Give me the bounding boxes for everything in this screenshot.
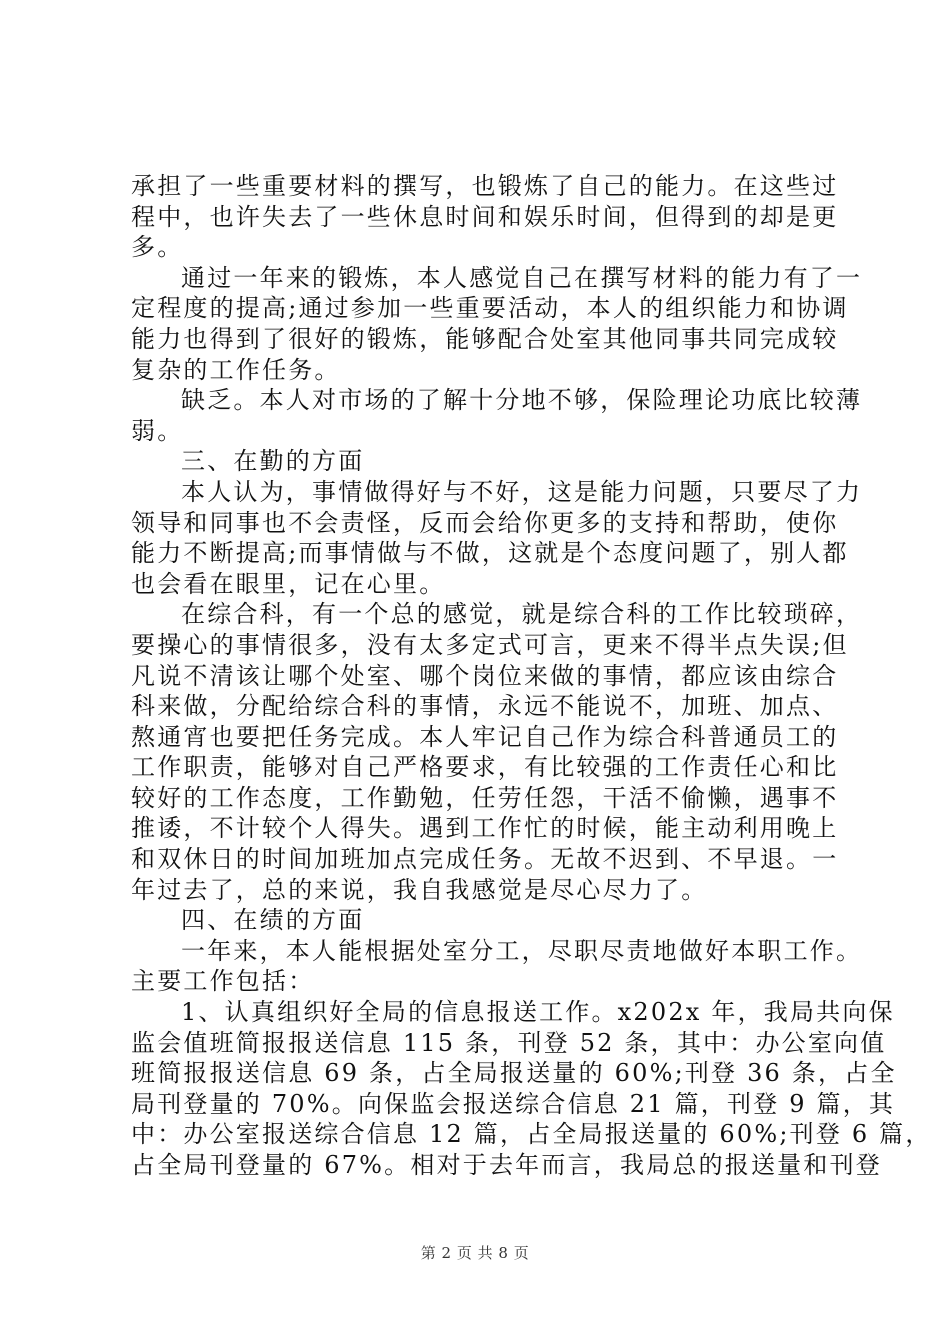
text-line: 缺乏。本人对市场的了解十分地不够，保险理论功底比较薄 bbox=[181, 386, 863, 415]
section-heading: 四、在绩的方面 bbox=[181, 906, 365, 935]
text-line: 熬通宵也要把任务完成。本人牢记自己作为综合科普通员工的 bbox=[131, 722, 839, 751]
text-line: 班简报报送信息 69 条，占全局报送量的 60%;刊登 36 条，占全 bbox=[131, 1059, 897, 1088]
text-line: 局刊登量的 70%。向保监会报送综合信息 21 篇，刊登 9 篇，其 bbox=[131, 1089, 896, 1118]
text-line: 凡说不清该让哪个处室、哪个岗位来做的事情，都应该由综合 bbox=[131, 661, 839, 690]
text-line: 复杂的工作任务。 bbox=[131, 355, 341, 384]
text-line: 领导和同事也不会责怪，反而会给你更多的支持和帮助，使你 bbox=[131, 508, 839, 537]
text-line: 较好的工作态度，工作勤勉，任劳任怨，干活不偷懒，遇事不 bbox=[131, 783, 839, 812]
text-line: 多。 bbox=[131, 233, 184, 262]
text-line: 科来做，分配给综合科的事情，永远不能说不，加班、加点、 bbox=[131, 692, 839, 721]
text-line: 本人认为，事情做得好与不好，这是能力问题，只要尽了力 bbox=[181, 477, 863, 506]
text-line: 监会值班简报报送信息 115 条，刊登 52 条，其中：办公室向值 bbox=[131, 1028, 887, 1057]
text-line: 占全局刊登量的 67%。相对于去年而言，我局总的报送量和刊登 bbox=[131, 1151, 882, 1179]
text-line: 也会看在眼里，记在心里。 bbox=[131, 569, 446, 598]
text-line: 1、认真组织好全局的信息报送工作。x202x 年，我局共向保 bbox=[181, 998, 895, 1027]
section-heading: 三、在勤的方面 bbox=[181, 447, 365, 476]
text-line: 在综合科，有一个总的感觉，就是综合科的工作比较琐碎， bbox=[181, 600, 863, 629]
text-line: 要操心的事情很多，没有太多定式可言，更来不得半点失误;但 bbox=[131, 630, 849, 659]
text-line: 主要工作包括： bbox=[131, 967, 315, 996]
text-line: 能力也得到了很好的锻炼，能够配合处室其他同事共同完成较 bbox=[131, 324, 839, 353]
text-line: 中：办公室报送综合信息 12 篇，占全局报送量的 60%;刊登 6 篇， bbox=[131, 1120, 932, 1149]
text-line: 推诿，不计较个人得失。遇到工作忙的时候，能主动利用晚上 bbox=[131, 814, 839, 843]
text-line: 定程度的提高;通过参加一些重要活动，本人的组织能力和协调 bbox=[131, 294, 849, 323]
page-number-footer: 第 2 页 共 8 页 bbox=[420, 1244, 530, 1262]
text-line: 能力不断提高;而事情做与不做，这就是个态度问题了，别人都 bbox=[131, 539, 849, 568]
text-line: 弱。 bbox=[131, 416, 184, 445]
text-line: 工作职责，能够对自己严格要求，有比较强的工作责任心和比 bbox=[131, 753, 839, 782]
text-line: 程中，也许失去了一些休息时间和娱乐时间，但得到的却是更 bbox=[131, 202, 839, 231]
text-line: 年过去了，总的来说，我自我感觉是尽心尽力了。 bbox=[131, 875, 708, 904]
text-line: 通过一年来的锻炼，本人感觉自己在撰写材料的能力有了一 bbox=[181, 263, 863, 292]
text-line: 和双休日的时间加班加点完成任务。无故不迟到、不早退。一 bbox=[131, 845, 839, 874]
text-line: 承担了一些重要材料的撰写，也锻炼了自己的能力。在这些过 bbox=[131, 172, 839, 200]
document-body bbox=[131, 171, 932, 1181]
text-line: 一年来，本人能根据处室分工，尽职尽责地做好本职工作。 bbox=[181, 936, 863, 965]
